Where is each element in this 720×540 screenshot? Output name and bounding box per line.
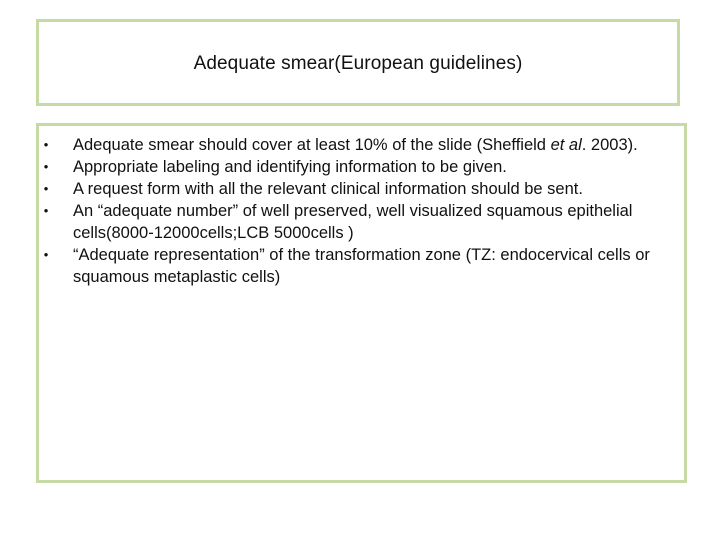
bullet-dot: • [43, 137, 49, 152]
bullet-text: An “adequate number” of well preserved, well visualized squamous epithelial cells(8000-12000cells;LCB 5000cells ) [73, 202, 633, 242]
slide-title: Adequate smear(European guidelines) [193, 52, 523, 74]
bullet-text: Appropriate labeling and identifying information to be given. [73, 158, 507, 176]
bullet-dot: • [43, 247, 49, 262]
bullet-item [39, 244, 674, 288]
bullet-text: Adequate smear should cover at least 10% of the slide (Sheffield et al. 2003). [73, 136, 638, 154]
bullet-item [39, 156, 674, 178]
bullet-text: “Adequate representation” of the transformation zone (TZ: endocervical cells or squamous metaplastic cells) [73, 246, 650, 286]
content-box [36, 123, 687, 483]
bullet-dot: • [43, 203, 49, 218]
bullet-list [39, 134, 674, 288]
bullet-dot: • [43, 159, 49, 174]
title-box [36, 19, 680, 106]
bullet-text: A request form with all the relevant clinical information should be sent. [73, 180, 583, 198]
bullet-item [39, 200, 674, 244]
bullet-dot: • [43, 181, 49, 196]
bullet-item [39, 178, 674, 200]
bullet-item [39, 134, 674, 156]
